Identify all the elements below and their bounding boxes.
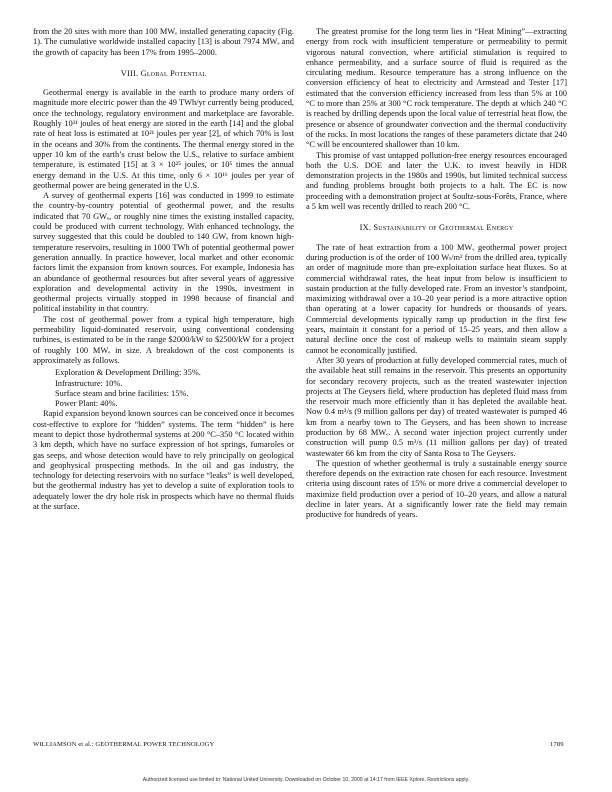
section-heading-sustainability: IX. Sustainability of Geothermal Energy: [359, 223, 514, 233]
section-heading-global-potential: VIII. Global Potential: [120, 68, 207, 78]
paragraph: from the 20 sites with more than 100 MWₑ installed generating capacity (Fig. 1). The cumulative worldwide installed capacity [13] is about 7974 MWₑ and the growth of capacity has been 17% from 1995–2000.: [33, 27, 294, 57]
list-item: Infrastructure: 10%.: [55, 378, 123, 388]
paragraph: The rate of heat extraction from a 100 MWₑ geothermal power project during production is of the order of 100 Wₜ/m² from the drilled area, typically an order of magnitude more than pre-exploitation surface heat fluxes. So at commercial withdrawal rates, the heat input from below is insufficient to sustain production at the fully developed rate. From an investor’s standpoint, maximizing withdrawal over a 10–20 year period is a more attractive option than operating at a lower capacity for hundreds or thousands of years. Commercial developments typically ramp up production in the first few years, maintain it constant for a period of 15–25 years, and then allow a natural decline once the cost of makeup wells to maintain steam supply cannot be economically justified.: [306, 242, 567, 355]
list-item: Exploration & Development Drilling: 35%.: [55, 368, 201, 378]
paragraph: The question of whether geothermal is truly a sustainable energy source therefore depends on the extraction rate chosen for each resource. Investment criteria using discount rates of 15% or more drive a commercial developer to maximize field production over a period of 10–20 years, and allow a natural decline in later years. At a significantly lower rate the field may remain productive for hundreds of years.: [306, 458, 567, 520]
right-column: [306, 27, 567, 521]
paragraph: A survey of geothermal experts [16] was conducted in 1999 to estimate the country-by-country potential of geothermal power, and the results indicated that 70 GWₑ, or roughly nine times the existing installed capacity, could be produced with current technology. With enhanced technology, the survey suggested that this could be doubled to 140 GWₑ from known high-temperature reservoirs, resulting in 1000 TWh of potential geothermal power generation annually. In practice however, local market and other economic factors limit the expansion from known sources. For example, Indonesia has an abundance of geothermal resources but after several years of aggressive exploration and developmental activity in the 1990s, investment in geothermal projects virtually stopped in 1998 because of financial and political instability in that country.: [33, 191, 294, 314]
cost-breakdown-list: [33, 368, 294, 409]
paragraph: After 30 years of production at fully developed commercial rates, much of the available heat still remains in the reservoir. This presents an opportunity for secondary recovery projects, such as the treated wastewater injection projects at The Geysers field, where production has depleted fluid mass from the reservoir much more efficiently than it has depleted the available heat. Now 0.4 m³/s (9 million gallons per day) of treated wastewater is pumped 46 km from a nearby town to The Geysers, and has been shown to increase production by 68 MWₑ. A second water injection project currently under construction will pump 0.5 m³/s (11 million gallons per day) of treated wastewater 66 km from the city of Santa Rosa to The Geysers.: [306, 355, 567, 458]
paragraph: The cost of geothermal power from a typical high temperature, high permeability liquid-dominated reservoir, using conventional condensing turbines, is estimated to be in the range $2000/kW to $2500/kW for a project of roughly 100 MWₑ in size. A breakdown of the cost components is approximately as follows.: [33, 314, 294, 365]
left-column: [33, 27, 294, 512]
paragraph: This promise of vast untapped pollution-free energy resources encouraged both the U.S. DOE and later the U.K. to invest heavily in HDR demonstration projects in the 1980s and 1990s, but limited technical success and funding problems brought both projects to a halt. The EC is now proceeding with a demonstration project at Soultz-sous-Forêts, France, where a 5 km well was recently drilled to reach 200 °C.: [306, 150, 567, 212]
paragraph: The greatest promise for the long term lies in “Heat Mining”—extracting energy from rock with insufficient temperature or permeability to permit vigorous natural convection, where artificial stimulation is required to enhance permeability, and a surface source of fluid is required as the circulating medium. Resource temperature has a strong influence on the conversion efficiency of heat to electricity and Armstead and Tester [17] estimated that the conversion efficiency increased from less than 5% at 100 °C to more than 25% at 300 °C rock temperature. The depth at which 240 °C is reached by drilling depends upon the local value of terrestrial heat flow, the presence or absence of groundwater convection and the thermal conductivity of the rocks. In most locations the ranges of these parameters dictate that 240 °C will be encountered shallower than 10 km.: [306, 27, 567, 150]
list-item: Power Plant: 40%.: [55, 399, 118, 409]
running-footer: WILLIAMSON et al.: GEOTHERMAL POWER TECHNOLOGY: [33, 741, 215, 748]
license-notice: Authorized licensed use limited to: National United University. Downloaded on October 10, 2009 at 14:17 from IEEE Xplore. Restrictions apply.: [142, 777, 470, 783]
paragraph: Geothermal energy is available in the earth to produce many orders of magnitude more electric power than the 49 TWh/yr currently being produced, once the technology, regulatory environment and marketplace are favorable. Roughly 10³¹ joules of heat energy are stored in the earth [14] and the global rate of heat loss is estimated at 10²¹ joules per year [2], of which 70% is lost in the oceans and 30% from the continents. The thermal energy stored in the upper 10 km of the earth’s crust below the U.S., relative to surface ambient temperature, is estimated [15] at 3 × 10²⁵ joules, or 10⁵ times the annual energy demand in the U.S. At this time, only 6 × 10¹⁶ joules per year of geothermal power are being generated in the U.S.: [33, 88, 294, 190]
list-item: Surface steam and brine facilities: 15%.: [55, 388, 189, 398]
paragraph: Rapid expansion beyond known sources can be conceived once it becomes cost-effective to explore for “hidden” systems. The term “hidden” is here meant to depict those hydrothermal systems at 200 °C–350 °C located within 3 km depth, which have no surface expression of hot springs, fumaroles or gas seeps, and whose detection would have to rely principally on geological and geophysical prospecting methods. In the oil and gas industry, the technology for detecting reservoirs with no surface “leaks” is well developed, but the geothermal industry has yet to develop a suite of exploration tools to adequately lower the dry hole risk in prospects which have no thermal fluids at the surface.: [33, 409, 294, 512]
page-number: 1789: [550, 741, 564, 748]
